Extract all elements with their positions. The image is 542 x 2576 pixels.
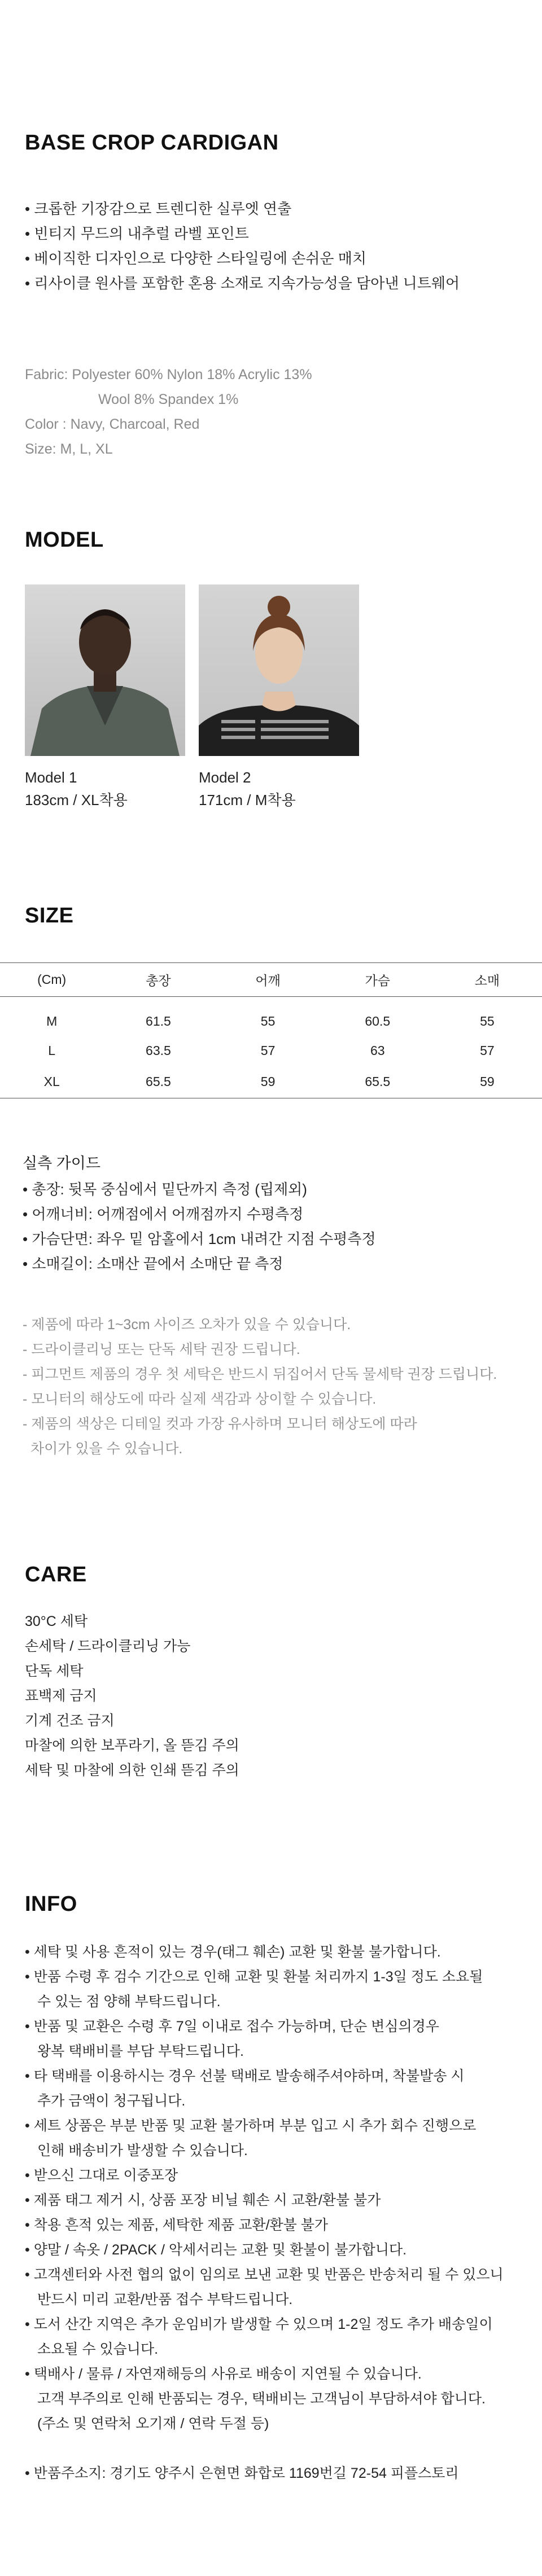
note-line: - 드라이클리닝 또는 단독 세탁 권장 드립니다. <box>23 1342 300 1357</box>
model-section-title: MODEL <box>25 528 104 552</box>
info-item-cont: (주소 및 연락처 오기재 / 연락 두절 등) <box>37 2416 269 2432</box>
info-item: • 반품 수령 후 검수 기간으로 인해 교환 및 환불 처리까지 1-3일 정도 소요될 <box>25 1964 533 1989</box>
info-item: • 세탁 및 사용 흔적이 있는 경우(태그 훼손) 교환 및 환불 불가합니다. <box>25 1940 533 1964</box>
table-row <box>0 1066 542 1098</box>
model-name: Model 2 <box>199 769 251 786</box>
size-cell: 60.5 <box>365 1014 391 1029</box>
info-item: • 고객센터와 사전 협의 없이 임의로 보낸 교환 및 반품은 반송처리 될 수 있으니 <box>25 2262 533 2287</box>
note-line: - 제품의 색상은 디테일 컷과 가장 유사하며 모니터 해상도에 따라 <box>23 1416 417 1432</box>
info-list <box>25 1940 533 2486</box>
size-cell: 55 <box>260 1014 276 1029</box>
size-cell: 65.5 <box>323 1066 432 1098</box>
info-item: • 양말 / 속옷 / 2PACK / 악세서리는 교환 및 환불이 불가합니다. <box>25 2237 533 2262</box>
care-item: 세탁 및 마찰에 의한 인쇄 뜯김 주의 <box>25 1762 239 1778</box>
info-item-cont: 고객 부주의로 인해 반품되는 경우, 택배비는 고객님이 부담하셔야 합니다. <box>37 2391 486 2407</box>
care-item: 단독 세탁 <box>25 1663 84 1679</box>
model-photo <box>199 584 359 756</box>
color-line: Color : Navy, Charcoal, Red <box>25 416 200 432</box>
info-item-cont: 추가 금액이 청구됩니다. <box>37 2093 186 2109</box>
model-fit: 171cm / M착용 <box>199 792 296 808</box>
size-section-title: SIZE <box>25 904 74 927</box>
size-cell: 57 <box>480 1043 495 1058</box>
info-item: • 받으신 그대로 이중포장 <box>25 2163 533 2188</box>
size-cell: 57 <box>260 1043 276 1058</box>
header-chest: 가슴 <box>323 963 432 997</box>
note-line: 차이가 있을 수 있습니다. <box>30 1441 183 1457</box>
model-card <box>25 584 185 811</box>
fabric-line: Fabric: Polyester 60% Nylon 18% Acrylic 13% <box>25 367 312 383</box>
feature-list <box>25 196 460 296</box>
size-notes <box>23 1312 497 1461</box>
header-unit: (Cm) <box>0 963 103 997</box>
size-label: XL <box>0 1066 103 1098</box>
note-line: - 모니터의 해상도에 따라 실제 색감과 상이할 수 있습니다. <box>23 1391 377 1407</box>
care-item: 손세탁 / 드라이클리닝 가능 <box>25 1638 191 1654</box>
size-label: L <box>48 1043 56 1058</box>
size-cell: 65.5 <box>103 1066 213 1098</box>
table-row <box>0 1036 542 1066</box>
note-line: - 피그먼트 제품의 경우 첫 세탁은 반드시 뒤집어서 단독 물세탁 권장 드립니다. <box>23 1366 497 1382</box>
info-item-cont: 수 있는 점 양해 부탁드립니다. <box>37 1994 221 2010</box>
size-cell: 59 <box>213 1066 323 1098</box>
info-item: • 제품 태그 제거 시, 상품 포장 비닐 훼손 시 교환/환불 불가 <box>25 2188 533 2213</box>
info-item: • 세트 상품은 부분 반품 및 교환 불가하며 부분 입고 시 추가 회수 진행으로 <box>25 2113 533 2138</box>
model-photo <box>25 584 185 756</box>
return-address: • 반품주소지: 경기도 양주시 은현면 화합로 1169번길 72-54 피플스토리 <box>25 2461 533 2486</box>
size-table <box>0 962 542 1098</box>
note-line: - 제품에 따라 1~3cm 사이즈 오차가 있을 수 있습니다. <box>23 1317 351 1333</box>
size-label: M <box>46 1014 58 1029</box>
size-table-header <box>0 963 542 997</box>
model-1-image <box>25 584 185 756</box>
care-item: 마찰에 의한 보푸라기, 올 뜯김 주의 <box>25 1738 239 1753</box>
info-item-cont: 왕복 택배비를 부담 부탁드립니다. <box>37 2043 244 2059</box>
info-item: • 타 택배를 이용하시는 경우 선불 택배로 발송해주셔야하며, 착불발송 시 <box>25 2064 533 2089</box>
info-item-cont: 반드시 미리 교환/반품 접수 부탁드립니다. <box>37 2292 293 2307</box>
feature-item: • 크롭한 기장감으로 트렌디한 실루엣 연출 <box>25 196 460 221</box>
info-item: • 택배사 / 물류 / 자연재해등의 사유로 배송이 지연될 수 있습니다. <box>25 2362 533 2386</box>
info-item: • 반품 및 교환은 수령 후 7일 이내로 접수 가능하며, 단순 변심의경우 <box>25 2014 533 2039</box>
care-item: 기계 건조 금지 <box>25 1713 115 1729</box>
size-cell: 63 <box>370 1043 385 1058</box>
measure-guide-title: 실측 가이드 <box>23 1155 100 1172</box>
product-title: BASE CROP CARDIGAN <box>25 131 279 155</box>
guide-item: • 가슴단면: 좌우 밑 암홀에서 1cm 내려간 지점 수평측정 <box>23 1227 376 1251</box>
model-2-image <box>199 584 359 756</box>
info-item: • 착용 흔적 있는 제품, 세탁한 제품 교환/환불 불가 <box>25 2213 533 2237</box>
header-length: 총장 <box>103 963 213 997</box>
care-item: 30°C 세탁 <box>25 1614 88 1629</box>
info-item-cont: 인해 배송비가 발생할 수 있습니다. <box>37 2143 248 2159</box>
size-line: Size: M, L, XL <box>25 441 113 457</box>
feature-item: • 빈티지 무드의 내추럴 라벨 포인트 <box>25 221 460 246</box>
feature-item: • 리사이클 원사를 포함한 혼용 소재로 지속가능성을 담아낸 니트웨어 <box>25 271 460 296</box>
info-item-cont: 소요될 수 있습니다. <box>37 2341 159 2357</box>
guide-item: • 총장: 뒷목 중심에서 밑단까지 측정 (립제외) <box>23 1177 376 1202</box>
model-card <box>199 584 359 811</box>
size-cell: 61.5 <box>146 1014 171 1029</box>
table-row <box>0 997 542 1036</box>
size-cell: 59 <box>432 1066 542 1098</box>
spec-list <box>25 362 312 461</box>
guide-item: • 어깨너비: 어깨점에서 어깨점까지 수평측정 <box>23 1202 376 1227</box>
measure-guide-list <box>23 1177 376 1276</box>
size-cell: 63.5 <box>146 1043 171 1058</box>
header-shoulder: 어깨 <box>213 963 323 997</box>
header-sleeve: 소매 <box>432 963 542 997</box>
model-fit: 183cm / XL착용 <box>25 792 128 808</box>
size-cell: 55 <box>480 1014 495 1029</box>
spacer <box>25 2436 533 2461</box>
info-item: • 도서 산간 지역은 추가 운임비가 발생할 수 있으며 1-2일 정도 추가 배송일이 <box>25 2312 533 2337</box>
guide-item: • 소매길이: 소매산 끝에서 소매단 끝 측정 <box>23 1251 376 1276</box>
fabric-line-cont: Wool 8% Spandex 1% <box>98 392 239 407</box>
model-name: Model 1 <box>25 769 77 786</box>
care-list <box>25 1609 239 1783</box>
info-section-title: INFO <box>25 1892 77 1916</box>
care-item: 표백제 금지 <box>25 1688 97 1704</box>
feature-item: • 베이직한 디자인으로 다양한 스타일링에 손쉬운 매치 <box>25 246 460 271</box>
care-section-title: CARE <box>25 1563 87 1586</box>
